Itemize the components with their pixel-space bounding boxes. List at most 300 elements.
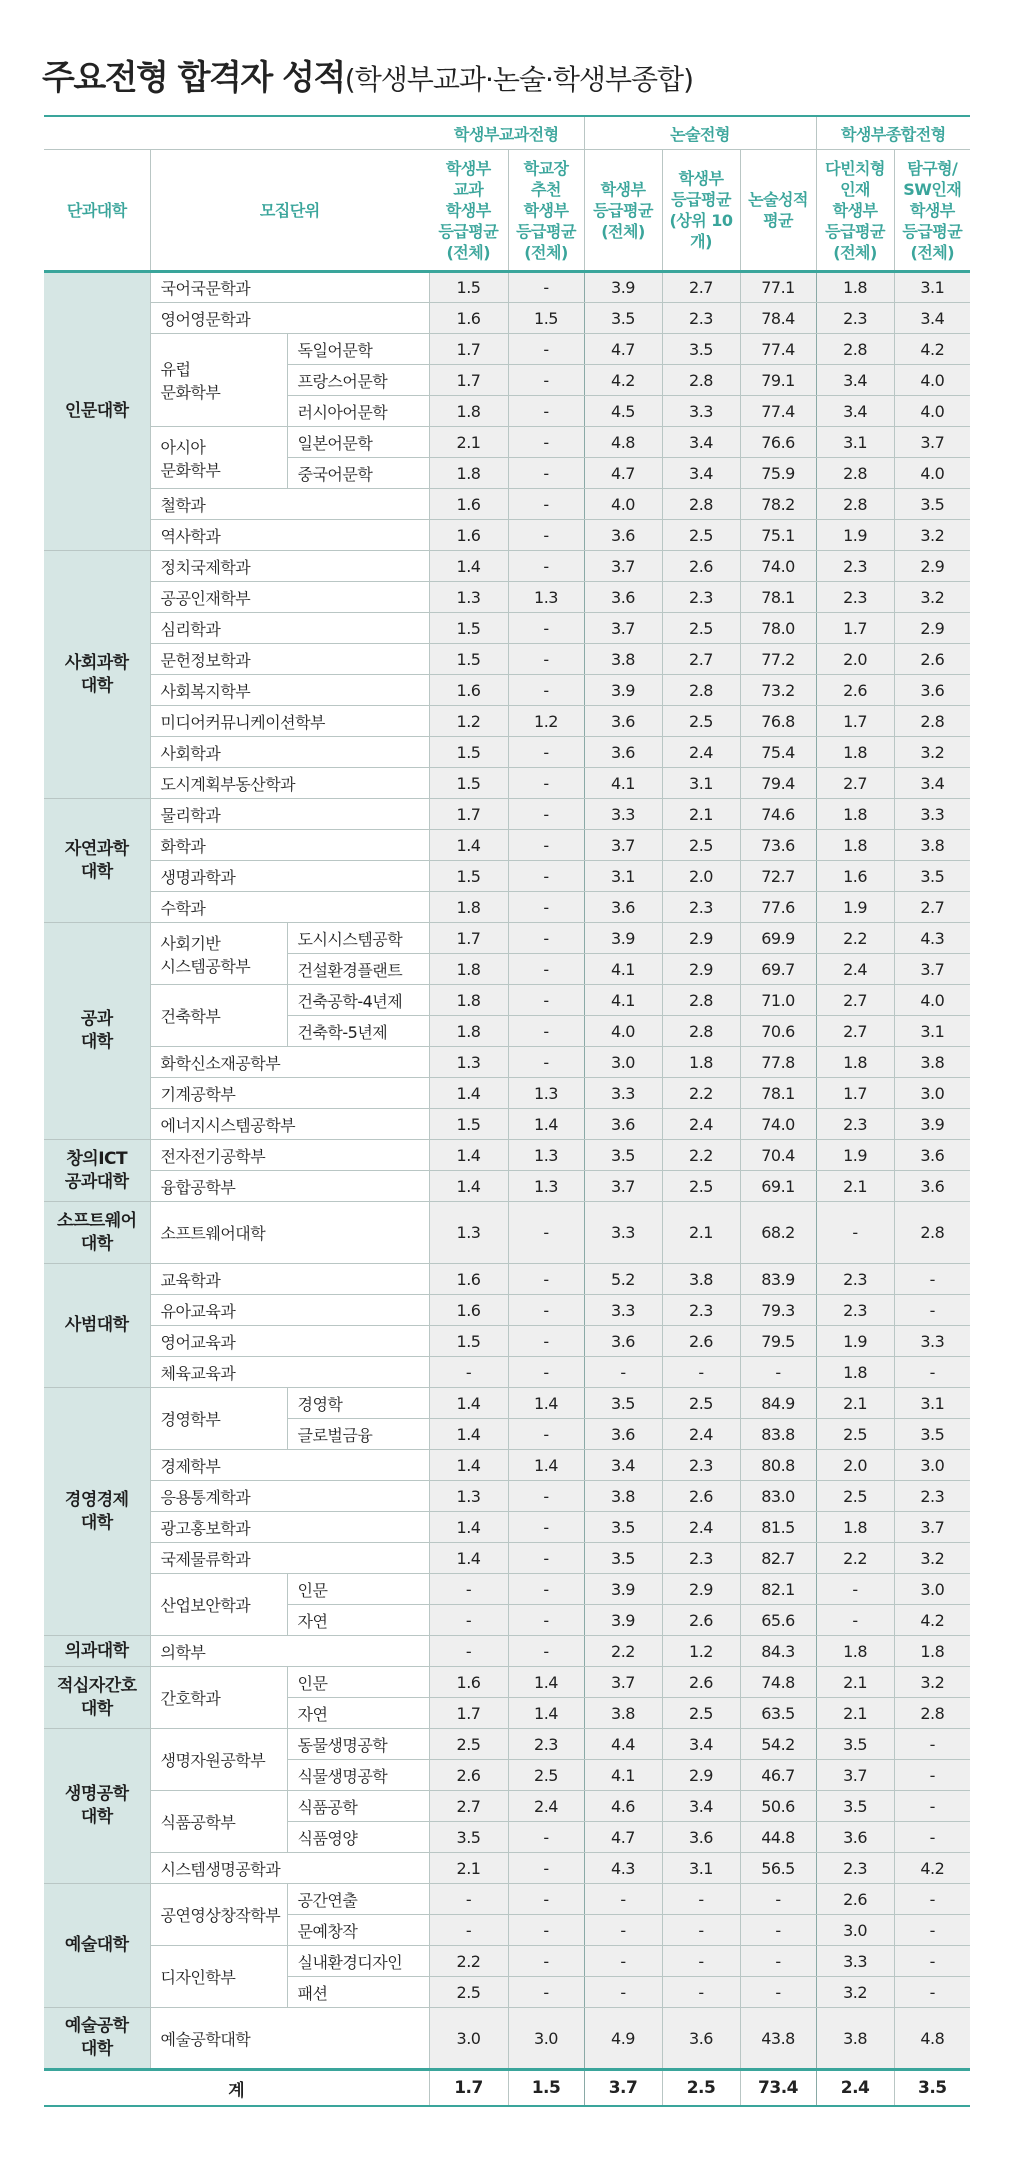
- score-cell: 3.7: [894, 954, 970, 985]
- score-cell: 73.6: [740, 830, 816, 861]
- column-header: 학교장 추천 학생부 등급평균 (전체): [508, 150, 584, 272]
- column-header: 탐구형/ SW인재 학생부 등급평균 (전체): [894, 150, 970, 272]
- unit-name: 경제학부: [150, 1450, 429, 1481]
- score-cell: 3.9: [894, 1109, 970, 1140]
- score-cell: -: [894, 1915, 970, 1946]
- score-cell: 1.8: [816, 799, 894, 830]
- score-cell: 75.9: [740, 458, 816, 489]
- table-row: [44, 1543, 970, 1574]
- table-row: [44, 1078, 970, 1109]
- score-cell: 2.3: [662, 303, 740, 334]
- score-cell: 3.9: [584, 923, 662, 954]
- unit-name: 유럽 문화학부: [150, 334, 287, 427]
- table-row: [44, 489, 970, 520]
- score-cell: 1.7: [429, 334, 508, 365]
- score-cell: 2.6: [662, 551, 740, 582]
- score-cell: 83.0: [740, 1481, 816, 1512]
- score-cell: 3.5: [429, 1822, 508, 1853]
- score-cell: 70.6: [740, 1016, 816, 1047]
- score-cell: 2.6: [816, 1884, 894, 1915]
- unit-name: 의학부: [150, 1636, 429, 1667]
- score-cell: 3.0: [429, 2008, 508, 2070]
- score-cell: 2.2: [584, 1636, 662, 1667]
- table-row: [44, 1171, 970, 1202]
- score-cell: 1.5: [429, 644, 508, 675]
- score-cell: 1.9: [816, 1326, 894, 1357]
- score-cell: 3.4: [662, 1791, 740, 1822]
- group-header: 논술전형: [584, 116, 816, 150]
- table-row: [44, 582, 970, 613]
- unit-name: 국제물류학과: [150, 1543, 429, 1574]
- score-cell: 1.6: [429, 1667, 508, 1698]
- score-cell: 50.6: [740, 1791, 816, 1822]
- unit-name: 사회기반 시스템공학부: [150, 923, 287, 985]
- unit-name: 디자인학부: [150, 1946, 287, 2008]
- table-row: [44, 551, 970, 582]
- score-cell: 1.4: [429, 1140, 508, 1171]
- score-cell: -: [584, 1357, 662, 1388]
- score-cell: 83.9: [740, 1264, 816, 1295]
- total-label: 계: [44, 2070, 429, 2107]
- group-header: 학생부종합전형: [816, 116, 970, 150]
- results-table: [44, 115, 970, 2107]
- score-cell: 3.5: [894, 1419, 970, 1450]
- score-cell: 2.3: [816, 551, 894, 582]
- unit-name: 산업보안학과: [150, 1574, 287, 1636]
- college-header: 단과대학: [44, 150, 150, 272]
- score-cell: 4.8: [584, 427, 662, 458]
- score-cell: 1.3: [508, 1140, 584, 1171]
- score-cell: -: [508, 1264, 584, 1295]
- score-cell: -: [584, 1915, 662, 1946]
- score-cell: 3.7: [584, 1667, 662, 1698]
- score-cell: 1.8: [429, 892, 508, 923]
- score-cell: 4.6: [584, 1791, 662, 1822]
- unit-name: 생명과학과: [150, 861, 429, 892]
- score-cell: 73.2: [740, 675, 816, 706]
- score-cell: 2.8: [894, 1202, 970, 1264]
- score-cell: 3.1: [662, 768, 740, 799]
- score-cell: 77.1: [740, 272, 816, 303]
- score-cell: 1.4: [429, 1078, 508, 1109]
- sub-unit-name: 자연: [287, 1698, 429, 1729]
- title-sub: (학생부교과·논술·학생부종합): [344, 63, 694, 96]
- score-cell: -: [508, 1419, 584, 1450]
- table-row: [44, 768, 970, 799]
- table-row: [44, 675, 970, 706]
- score-cell: -: [662, 1357, 740, 1388]
- unit-name: 체육교육과: [150, 1357, 429, 1388]
- score-cell: 2.1: [429, 1853, 508, 1884]
- score-cell: 2.7: [816, 768, 894, 799]
- score-cell: 2.3: [662, 1450, 740, 1481]
- score-cell: -: [508, 675, 584, 706]
- score-cell: 2.8: [662, 489, 740, 520]
- score-cell: 2.9: [894, 613, 970, 644]
- college-name: 적십자간호 대학: [44, 1667, 150, 1729]
- score-cell: -: [894, 1264, 970, 1295]
- score-cell: 2.1: [429, 427, 508, 458]
- unit-name: 건축학부: [150, 985, 287, 1047]
- unit-name: 기계공학부: [150, 1078, 429, 1109]
- score-cell: -: [508, 1357, 584, 1388]
- score-cell: 3.5: [816, 1791, 894, 1822]
- table-body: [44, 272, 970, 2107]
- column-header: 논술성적 평균: [740, 150, 816, 272]
- table-row: [44, 1574, 970, 1605]
- score-cell: 1.3: [508, 1171, 584, 1202]
- table-row: [44, 1884, 970, 1915]
- score-cell: 1.7: [816, 613, 894, 644]
- sub-unit-name: 건축공학-4년제: [287, 985, 429, 1016]
- score-cell: 3.8: [816, 2008, 894, 2070]
- score-cell: 1.8: [429, 1016, 508, 1047]
- score-cell: 1.8: [816, 737, 894, 768]
- table-row: [44, 1853, 970, 1884]
- score-cell: -: [508, 272, 584, 303]
- score-cell: 3.7: [584, 830, 662, 861]
- score-cell: -: [740, 1977, 816, 2008]
- table-row: [44, 272, 970, 303]
- score-cell: 4.7: [584, 1822, 662, 1853]
- score-cell: -: [740, 1915, 816, 1946]
- score-cell: 4.0: [894, 396, 970, 427]
- score-cell: 83.8: [740, 1419, 816, 1450]
- score-cell: 79.3: [740, 1295, 816, 1326]
- score-cell: 2.5: [508, 1760, 584, 1791]
- score-cell: -: [816, 1202, 894, 1264]
- score-cell: 2.6: [662, 1667, 740, 1698]
- score-cell: -: [508, 737, 584, 768]
- score-cell: 2.7: [816, 1016, 894, 1047]
- score-cell: 1.7: [429, 365, 508, 396]
- score-cell: 2.5: [429, 1977, 508, 2008]
- score-cell: 2.1: [816, 1667, 894, 1698]
- score-cell: 2.8: [662, 365, 740, 396]
- table-row: [44, 923, 970, 954]
- table-row: [44, 706, 970, 737]
- score-cell: -: [740, 1946, 816, 1977]
- score-cell: 1.6: [429, 1264, 508, 1295]
- score-cell: 2.9: [894, 551, 970, 582]
- sub-unit-name: 일본어문학: [287, 427, 429, 458]
- score-cell: -: [508, 1853, 584, 1884]
- score-cell: -: [508, 1946, 584, 1977]
- score-cell: -: [508, 923, 584, 954]
- score-cell: 74.0: [740, 1109, 816, 1140]
- table-row: [44, 334, 970, 365]
- score-cell: -: [508, 861, 584, 892]
- score-cell: -: [584, 1884, 662, 1915]
- score-cell: -: [508, 1543, 584, 1574]
- sub-unit-name: 자연: [287, 1605, 429, 1636]
- score-cell: 4.1: [584, 985, 662, 1016]
- score-cell: 1.3: [508, 582, 584, 613]
- score-cell: 3.7: [894, 427, 970, 458]
- score-cell: 1.7: [816, 1078, 894, 1109]
- score-cell: 79.5: [740, 1326, 816, 1357]
- score-cell: -: [816, 1605, 894, 1636]
- score-cell: 3.1: [662, 1853, 740, 1884]
- column-header: 학생부 등급평균 (전체): [584, 150, 662, 272]
- score-cell: -: [508, 954, 584, 985]
- score-cell: 2.2: [662, 1078, 740, 1109]
- score-cell: 3.6: [662, 1822, 740, 1853]
- score-cell: 2.3: [662, 582, 740, 613]
- score-cell: 1.8: [662, 1047, 740, 1078]
- table-row: [44, 2008, 970, 2070]
- score-cell: 2.3: [816, 1264, 894, 1295]
- score-cell: -: [894, 1729, 970, 1760]
- unit-name: 간호학과: [150, 1667, 287, 1729]
- score-cell: 1.6: [429, 489, 508, 520]
- score-cell: 2.4: [662, 1512, 740, 1543]
- score-cell: 78.2: [740, 489, 816, 520]
- score-cell: 63.5: [740, 1698, 816, 1729]
- score-cell: -: [508, 799, 584, 830]
- table-row: [44, 1636, 970, 1667]
- score-cell: -: [508, 489, 584, 520]
- table-row: [44, 427, 970, 458]
- score-cell: 4.3: [894, 923, 970, 954]
- score-cell: 2.3: [816, 582, 894, 613]
- score-cell: 1.4: [429, 1450, 508, 1481]
- score-cell: 65.6: [740, 1605, 816, 1636]
- college-name: 자연과학 대학: [44, 799, 150, 923]
- unit-name: 국어국문학과: [150, 272, 429, 303]
- table-row: [44, 1946, 970, 1977]
- score-cell: 3.5: [894, 489, 970, 520]
- score-cell: 74.8: [740, 1667, 816, 1698]
- score-cell: 1.3: [429, 1202, 508, 1264]
- sub-unit-name: 문예창작: [287, 1915, 429, 1946]
- score-cell: 74.0: [740, 551, 816, 582]
- score-cell: 4.8: [894, 2008, 970, 2070]
- score-cell: 1.5: [429, 861, 508, 892]
- score-cell: 2.4: [662, 1109, 740, 1140]
- score-cell: 77.4: [740, 396, 816, 427]
- score-cell: 3.0: [816, 1915, 894, 1946]
- score-cell: 2.0: [662, 861, 740, 892]
- score-cell: 2.7: [894, 892, 970, 923]
- table-row: [44, 644, 970, 675]
- score-cell: 3.6: [584, 892, 662, 923]
- unit-name: 역사학과: [150, 520, 429, 551]
- score-cell: 2.3: [894, 1481, 970, 1512]
- score-cell: -: [508, 1512, 584, 1543]
- score-cell: 3.1: [584, 861, 662, 892]
- score-cell: 1.4: [508, 1388, 584, 1419]
- sub-unit-name: 도시시스템공학: [287, 923, 429, 954]
- score-cell: -: [429, 1574, 508, 1605]
- score-cell: 3.6: [584, 737, 662, 768]
- score-cell: -: [662, 1977, 740, 2008]
- unit-name: 예술공학대학: [150, 2008, 429, 2070]
- score-cell: 77.6: [740, 892, 816, 923]
- score-cell: 2.7: [816, 985, 894, 1016]
- score-cell: 1.2: [429, 706, 508, 737]
- score-cell: -: [894, 1760, 970, 1791]
- score-cell: 1.4: [508, 1450, 584, 1481]
- score-cell: 2.9: [662, 954, 740, 985]
- score-cell: -: [508, 1822, 584, 1853]
- unit-name: 심리학과: [150, 613, 429, 644]
- score-cell: 3.7: [584, 1171, 662, 1202]
- score-cell: 82.7: [740, 1543, 816, 1574]
- score-cell: 1.8: [816, 272, 894, 303]
- score-cell: 2.2: [816, 923, 894, 954]
- score-cell: 4.3: [584, 1853, 662, 1884]
- score-cell: 1.3: [429, 1481, 508, 1512]
- score-cell: 84.9: [740, 1388, 816, 1419]
- score-cell: 78.1: [740, 1078, 816, 1109]
- unit-name: 소프트웨어대학: [150, 1202, 429, 1264]
- score-cell: 54.2: [740, 1729, 816, 1760]
- college-name: 소프트웨어 대학: [44, 1202, 150, 1264]
- score-cell: -: [429, 1884, 508, 1915]
- score-cell: 2.1: [662, 1202, 740, 1264]
- score-cell: 2.9: [662, 923, 740, 954]
- score-cell: -: [508, 613, 584, 644]
- score-cell: 4.4: [584, 1729, 662, 1760]
- header-blank: [44, 116, 429, 150]
- score-cell: 2.5: [816, 1481, 894, 1512]
- table-row: [44, 520, 970, 551]
- unit-name: 영어교육과: [150, 1326, 429, 1357]
- table-row: [44, 1388, 970, 1419]
- table-row: [44, 1512, 970, 1543]
- unit-name: 생명자원공학부: [150, 1729, 287, 1791]
- table-row: [44, 1357, 970, 1388]
- score-cell: -: [508, 985, 584, 1016]
- score-cell: 3.2: [816, 1977, 894, 2008]
- college-name: 예술공학 대학: [44, 2008, 150, 2070]
- score-cell: 2.8: [816, 489, 894, 520]
- score-cell: 2.8: [662, 675, 740, 706]
- score-cell: 3.6: [662, 2008, 740, 2070]
- score-cell: 4.1: [584, 1760, 662, 1791]
- college-name: 예술대학: [44, 1884, 150, 2008]
- score-cell: -: [508, 1047, 584, 1078]
- score-cell: 76.8: [740, 706, 816, 737]
- score-cell: 3.6: [894, 675, 970, 706]
- score-cell: 1.8: [816, 1512, 894, 1543]
- sub-unit-name: 프랑스어문학: [287, 365, 429, 396]
- score-cell: 2.5: [429, 1729, 508, 1760]
- score-cell: 3.3: [894, 1326, 970, 1357]
- score-cell: 1.8: [816, 1636, 894, 1667]
- score-cell: 44.8: [740, 1822, 816, 1853]
- score-cell: 3.7: [816, 1760, 894, 1791]
- unit-name: 경영학부: [150, 1388, 287, 1450]
- total-cell: 3.5: [894, 2070, 970, 2107]
- score-cell: 3.2: [894, 737, 970, 768]
- score-cell: 2.5: [662, 1171, 740, 1202]
- score-cell: 72.7: [740, 861, 816, 892]
- table-row: [44, 1729, 970, 1760]
- score-cell: -: [662, 1915, 740, 1946]
- score-cell: -: [508, 1977, 584, 2008]
- score-cell: 3.2: [894, 520, 970, 551]
- table-row: [44, 1140, 970, 1171]
- table-row: [44, 303, 970, 334]
- unit-name: 물리학과: [150, 799, 429, 830]
- score-cell: -: [740, 1884, 816, 1915]
- unit-name: 사회복지학부: [150, 675, 429, 706]
- table-header: [44, 116, 970, 272]
- score-cell: 77.4: [740, 334, 816, 365]
- score-cell: 69.1: [740, 1171, 816, 1202]
- table-row: [44, 1202, 970, 1264]
- score-cell: 1.5: [508, 303, 584, 334]
- score-cell: 3.4: [662, 427, 740, 458]
- score-cell: 2.8: [894, 1698, 970, 1729]
- score-cell: 2.8: [816, 334, 894, 365]
- score-cell: 1.7: [429, 923, 508, 954]
- total-cell: 3.7: [584, 2070, 662, 2107]
- unit-name: 전자전기공학부: [150, 1140, 429, 1171]
- unit-name: 영어영문학과: [150, 303, 429, 334]
- score-cell: 1.9: [816, 1140, 894, 1171]
- table-row: [44, 1295, 970, 1326]
- sub-unit-name: 중국어문학: [287, 458, 429, 489]
- unit-name: 수학과: [150, 892, 429, 923]
- score-cell: 3.6: [816, 1822, 894, 1853]
- score-cell: -: [894, 1822, 970, 1853]
- unit-name: 공공인재학부: [150, 582, 429, 613]
- score-cell: 3.8: [584, 1698, 662, 1729]
- score-cell: 3.4: [894, 303, 970, 334]
- column-header: 학생부 교과 학생부 등급평균 (전체): [429, 150, 508, 272]
- sub-unit-name: 식물생명공학: [287, 1760, 429, 1791]
- score-cell: 74.6: [740, 799, 816, 830]
- score-cell: 2.2: [662, 1140, 740, 1171]
- sub-unit-name: 공간연출: [287, 1884, 429, 1915]
- score-cell: 1.8: [816, 1047, 894, 1078]
- score-cell: 77.8: [740, 1047, 816, 1078]
- score-cell: -: [429, 1605, 508, 1636]
- score-cell: 2.5: [816, 1419, 894, 1450]
- score-cell: -: [894, 1946, 970, 1977]
- unit-name: 응용통계학과: [150, 1481, 429, 1512]
- score-cell: -: [429, 1636, 508, 1667]
- score-cell: 3.6: [584, 1326, 662, 1357]
- score-cell: -: [508, 1295, 584, 1326]
- score-cell: 1.2: [508, 706, 584, 737]
- sub-unit-name: 인문: [287, 1667, 429, 1698]
- score-cell: 69.7: [740, 954, 816, 985]
- unit-header: 모집단위: [150, 150, 429, 272]
- score-cell: 3.1: [894, 272, 970, 303]
- score-cell: -: [894, 1357, 970, 1388]
- score-cell: 77.2: [740, 644, 816, 675]
- score-cell: 1.4: [508, 1667, 584, 1698]
- score-cell: -: [584, 1977, 662, 2008]
- score-cell: 3.5: [584, 1512, 662, 1543]
- unit-name: 도시계획부동산학과: [150, 768, 429, 799]
- score-cell: 3.6: [584, 1419, 662, 1450]
- score-cell: -: [508, 365, 584, 396]
- score-cell: 1.3: [429, 1047, 508, 1078]
- score-cell: 3.5: [584, 303, 662, 334]
- score-cell: 1.6: [429, 675, 508, 706]
- score-cell: 3.3: [584, 799, 662, 830]
- score-cell: 1.4: [429, 1388, 508, 1419]
- score-cell: 82.1: [740, 1574, 816, 1605]
- score-cell: -: [429, 1915, 508, 1946]
- score-cell: 3.8: [894, 830, 970, 861]
- score-cell: 1.6: [429, 1295, 508, 1326]
